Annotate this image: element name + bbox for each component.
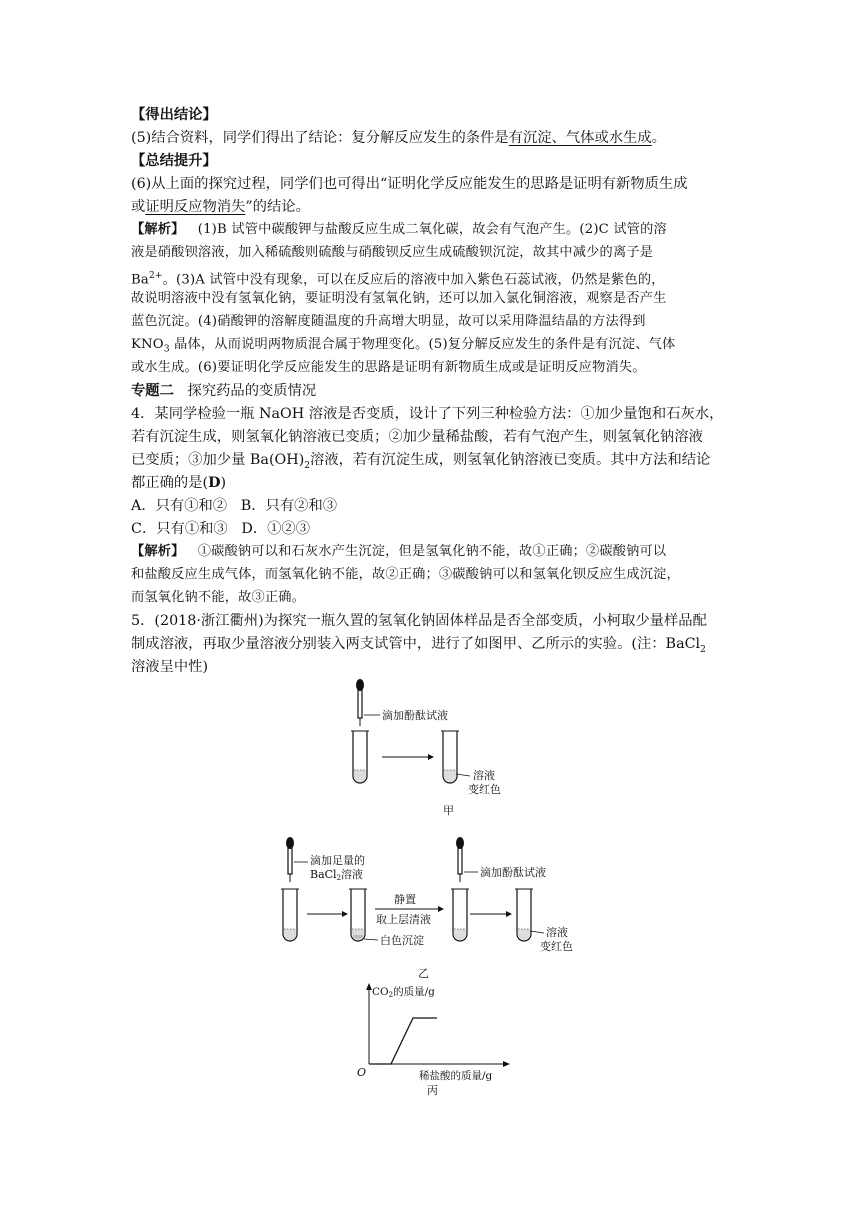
analysis1-line7: 或水生成。(6)要证明化学反应能发生的思路是证明有新物质生成或是证明反应物消失。 <box>131 360 646 375</box>
bing-y-unit: 的质量/g <box>393 986 435 998</box>
bing-origin-label: O <box>357 1066 367 1079</box>
yi-bacl-solution: 溶液 <box>341 868 364 881</box>
q4-answer: D <box>208 475 221 491</box>
yi-bacl-sub: 2 <box>336 874 342 882</box>
arrow-icon <box>375 906 444 912</box>
dropper-icon <box>356 679 364 726</box>
conclusion-heading: 【得出结论】 <box>131 107 217 123</box>
q5-line1: 5．(2018·浙江衢州)为探究一瓶久置的氢氧化钠固体样品是否全部变质，小柯取少量样品配 <box>131 613 707 629</box>
conclusion-answer: 有沉淀、气体或水生成 <box>508 130 652 146</box>
summary-prefix: 或 <box>131 199 146 215</box>
q4-sub: 2 <box>304 460 311 471</box>
conclusion-suffix: 。 <box>651 130 666 146</box>
q4-text4b: ) <box>220 475 227 491</box>
q4-text3a: 已变质；③加少量 Ba(OH) <box>131 452 305 468</box>
test-tube-icon <box>351 731 369 783</box>
figure-caption-jia: 甲 <box>443 804 454 816</box>
analysis1-line2: 液是硝酸钡溶液，加入稀硫酸则硫酸与硝酸钡反应生成硫酸钡沉淀，故其中减少的离子是 <box>131 245 654 260</box>
ion-ba: Ba <box>131 272 149 288</box>
test-tube-icon <box>451 889 469 941</box>
summary-heading: 【总结提升】 <box>131 153 217 169</box>
conclusion-line-5 <box>131 127 731 149</box>
figure-caption-bing: 丙 <box>427 1084 438 1097</box>
analysis1-line1 <box>131 219 731 241</box>
analysis1-text1: (1)B 试管中碳酸钾与盐酸反应生成二氧化碳，故会有气泡产生。(2)C 试管的溶 <box>197 222 667 237</box>
q5-line3: 溶液呈中性) <box>131 659 209 675</box>
figure-bing <box>355 980 535 1100</box>
yi-drop2-label: 滴加酚酞试液 <box>480 866 546 879</box>
formula-sub: 3 <box>163 344 170 355</box>
figure-jia <box>340 676 540 816</box>
summary-answer: 证明反应物消失 <box>145 199 246 215</box>
topic2-label: 专题二 <box>131 383 174 399</box>
q4-option-d: D．①②③ <box>241 521 311 537</box>
q4-line2: 若有沉淀生成，则氢氧化钠溶液已变质；②加少量稀盐酸，若有气泡产生，则氢氧化钠溶液 <box>131 429 703 445</box>
analysis2-line1 <box>131 541 731 563</box>
analysis1-text6: 晶体，从而说明两物质混合属于物理变化。(5)复分解反应发生的条件是有沉淀、气体 <box>169 337 676 352</box>
jia-result-label-2: 变红色 <box>468 783 501 796</box>
q4-option-b: B．只有②和③ <box>240 498 338 514</box>
yi-result-label-2: 变红色 <box>540 940 573 953</box>
q4-options-cd <box>131 518 731 540</box>
analysis1-line4: 故说明溶液中没有氢氧化钠，要证明没有氢氧化钠，还可以加入氯化铜溶液，观察是否产生 <box>131 291 667 306</box>
ion-charge: 2+ <box>148 271 163 281</box>
topic2-title: 探究药品的变质情况 <box>187 383 317 399</box>
bing-curve <box>369 1018 437 1064</box>
analysis2-label: 【解析】 <box>131 544 185 559</box>
yi-arrow-label-a: 静置 <box>394 893 416 906</box>
dropper-icon <box>456 837 464 882</box>
analysis2-line2: 和盐酸反应生成气体，而氢氧化钠不能，故②正确；③碳酸钠可以和氢氧化钡反应生成沉淀， <box>131 567 680 582</box>
q4-option-c: C．只有①和③ <box>131 521 228 537</box>
analysis1-text3: 。(3)A 试管中没有现象，可以在反应后的溶液中加入紫色石蕊试液，仍然是紫色的， <box>162 272 665 288</box>
q4-line4 <box>131 472 731 494</box>
conclusion-text: (5)结合资料，同学们得出了结论：复分解反应发生的条件是 <box>131 130 509 146</box>
test-tube-icon <box>281 889 299 941</box>
bing-y-co: CO <box>372 986 389 998</box>
yi-precip-label: 白色沉淀 <box>380 934 424 947</box>
yi-bacl: BaCl <box>310 868 337 881</box>
arrow-icon <box>470 911 512 917</box>
yi-drop1-label-a: 滴加足量的 <box>310 854 365 867</box>
analysis1-line5: 蓝色沉淀。(4)硝酸钾的溶解度随温度的升高增大明显，故可以采用降温结晶的方法得到 <box>131 314 646 329</box>
topic2-heading <box>131 380 731 402</box>
q4-line1: 4．某同学检验一瓶 NaOH 溶液是否变质，设计了下列三种检验方法：①加少量饱和石灰水， <box>131 406 724 422</box>
analysis2-line3: 而氢氧化钠不能，故③正确。 <box>131 590 306 605</box>
test-tube-icon <box>441 731 459 783</box>
jia-drop-label: 滴加酚酞试液 <box>382 709 448 722</box>
test-tube-icon <box>515 889 533 941</box>
yi-drop1-label-b <box>310 867 363 882</box>
q4-option-a: A．只有①和② <box>131 498 228 514</box>
bing-y-sub: 2 <box>388 991 394 999</box>
test-tube-icon <box>349 889 367 941</box>
yi-result-label-1: 溶液 <box>546 926 568 939</box>
q4-options-ab <box>131 495 731 517</box>
q5-text2: 制成溶液，再取少量溶液分别装入两支试管中，进行了如图甲、乙所示的实验。(注：BaCl <box>131 636 701 652</box>
yi-arrow-label-b: 取上层清液 <box>376 913 431 926</box>
q5-sub: 2 <box>700 644 706 655</box>
bing-x-axis-label: 稀盐酸的质量/g <box>419 1070 493 1082</box>
arrow-icon <box>382 754 434 760</box>
bing-y-axis-label <box>372 985 435 999</box>
analysis1-label: 【解析】 <box>131 222 185 237</box>
figure-caption-yi: 乙 <box>418 967 429 980</box>
figure-yi <box>270 834 600 984</box>
q4-text4a: 都正确的是( <box>131 475 209 491</box>
jia-result-label-1: 溶液 <box>473 769 495 782</box>
analysis2-text1: ①碳酸钠可以和石灰水产生沉淀，但是氢氧化钠不能，故①正确；②碳酸钠可以 <box>197 544 667 559</box>
dropper-icon <box>286 837 294 882</box>
summary-suffix: ”的结论。 <box>245 199 310 215</box>
arrow-icon <box>307 911 348 917</box>
summary-line-6a: (6)从上面的探究过程，同学们也可得出“证明化学反应能发生的思路是证明有新物质生成 <box>131 176 688 192</box>
summary-line-6b <box>131 196 731 218</box>
formula-kno3: KNO <box>131 337 164 352</box>
q4-text3b: 溶液，若有沉淀生成，则氢氧化钠溶液已变质。其中方法和结论 <box>310 452 711 468</box>
